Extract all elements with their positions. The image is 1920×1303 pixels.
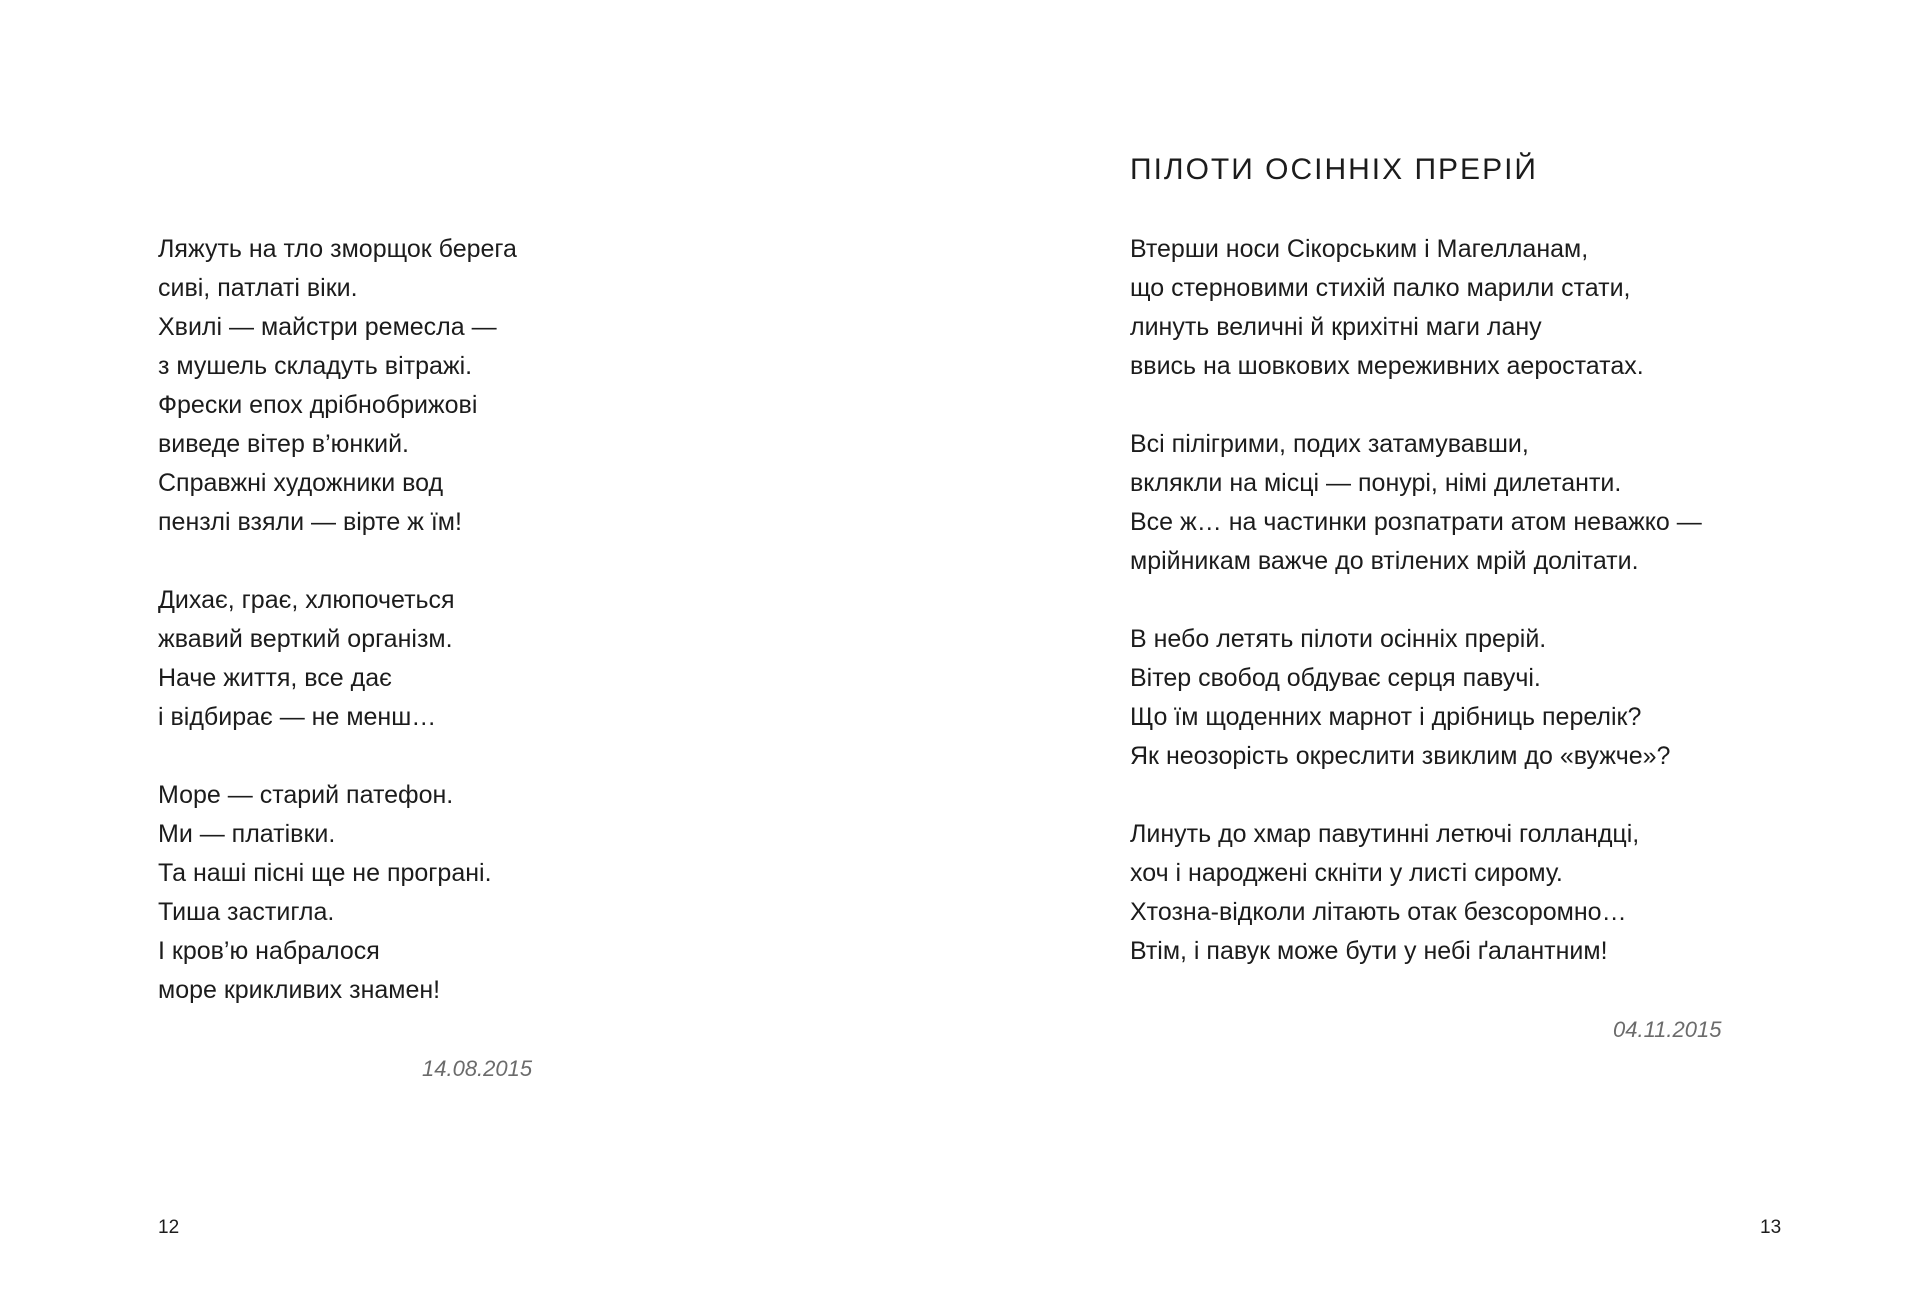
poem-body-right [1130,230,1702,971]
stanza [1130,425,1702,581]
poem-line: Ляжуть на тло зморщок берега [158,235,517,263]
poem-line: Тиша застигла. [158,898,335,926]
page-number: 13 [1760,1217,1782,1238]
poem-line: і відбирає — не менш… [158,703,437,731]
poem-line: Вітер свобод обдуває серця павучі. [1130,664,1541,692]
poem-line: І кров’ю набралося [158,937,380,965]
poem-line: що стерновими стихій палко марили стати, [1130,274,1631,302]
stanza [158,776,517,1010]
poem-line: виведе вітер в’юнкий. [158,430,410,458]
poem-line: вклякли на місці — понурі, німі дилетанти. [1130,469,1622,497]
poem-line: Наче життя, все дає [158,664,392,692]
poem-line: В небо летять пілоти осінніх прерій. [1130,625,1547,653]
stanza [158,230,517,542]
poem-date: 04.11.2015 [1613,1017,1722,1042]
stanza [1130,620,1702,776]
poem-line: Що їм щоденних марнот і дрібниць перелік? [1130,703,1642,731]
poem-line: Фрески епох дрібнобрижові [158,391,478,419]
poem-line: Втерши носи Сікорським і Магелланам, [1130,235,1589,263]
poem-line: линуть величні й крихітні маги лану [1130,313,1542,341]
poem-title: ПІЛОТИ ОСІННІХ ПРЕРІЙ [1130,153,1538,186]
poem-line: Хтозна-відколи літають отак безсоромно… [1130,898,1627,926]
poem-date: 14.08.2015 [422,1056,533,1081]
poem-line: Втім, і павук може бути у небі ґалантним! [1130,937,1608,965]
poem-line: Як неозорість окреслити звиклим до «вужче»? [1130,742,1671,770]
poem-line: Справжні художники вод [158,469,444,497]
poem-line: ввись на шовкових мереживних аеростатах. [1130,352,1644,380]
poem-line: Все ж… на частинки розпатрати атом неважко — [1130,508,1702,536]
poem-line: Море — старий патефон. [158,781,454,809]
page-number: 12 [158,1217,180,1238]
poem-line: Всі пілігрими, подих затамувавши, [1130,430,1529,458]
stanza [158,581,517,737]
poem-line: Хвилі — майстри ремесла — [158,313,497,341]
poem-line: пензлі взяли — вірте ж їм! [158,508,462,536]
poem-line: мрійникам важче до втілених мрій долітати. [1130,547,1639,575]
poem-body-left [158,230,517,1010]
poem-line: Линуть до хмар павутинні летючі голландці, [1130,820,1640,848]
poem-line: Та наші пісні ще не програні. [158,859,492,887]
stanza [1130,815,1702,971]
stanza [1130,230,1702,386]
poem-line: жвавий верткий організм. [158,625,453,653]
poem-line: море крикливих знамен! [158,976,441,1004]
poem-line: з мушель складуть вітражі. [158,352,473,380]
poem-line: Дихає, грає, хлюпочеться [158,586,455,614]
poem-line: хоч і народжені скніти у листі сирому. [1130,859,1563,887]
poem-line: Ми — платівки. [158,820,336,848]
poem-line: сиві, патлаті віки. [158,274,358,302]
right-page [960,0,1920,1303]
